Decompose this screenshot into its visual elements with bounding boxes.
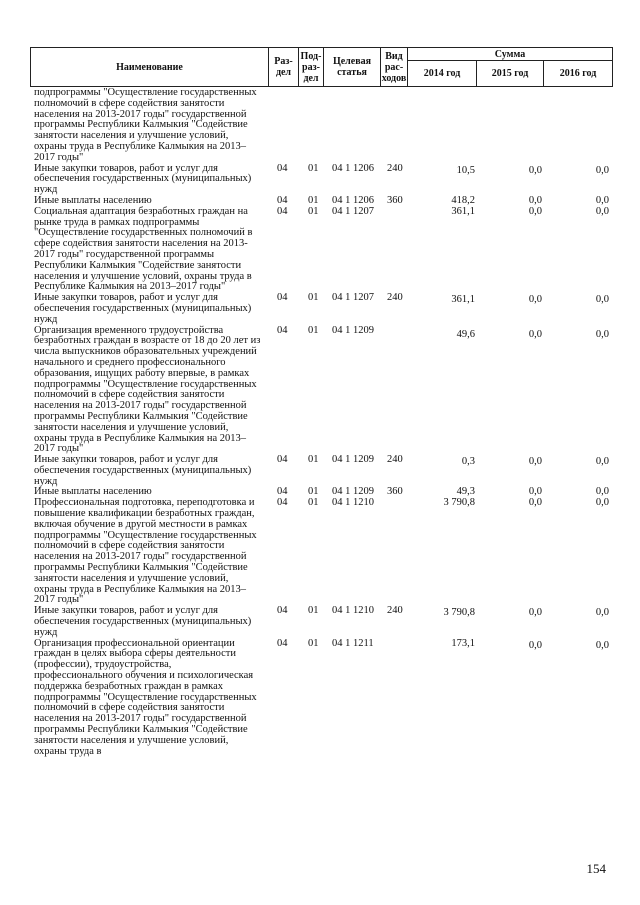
row-podrazdel: 01 [308,194,319,206]
row-2014: 49,3 [456,486,475,498]
row-2015: 0,0 [528,456,542,468]
row-celevaya: 04 1 1209 [332,454,374,466]
row-podrazdel: 01 [308,454,319,466]
row-2014: 361,1 [451,205,475,217]
table-row [30,498,612,606]
table-row [30,207,612,293]
row-name: Профессиональная подготовка, переподготовка и повышение квалификации безработных граждан, включая обучение в другой местности в рамках подпрограммы "Осуществление государственных полномочий в сфере содействия занятости населения на 2013-2017 годы" государственной программы Республики Калмыкия "Содействие занятости населения и улучшение условий, охраны труда в Республике Калмыкия на 2013–2017 годы" [34,497,257,606]
row-podrazdel: 01 [308,637,319,649]
row-podrazdel: 01 [308,486,319,498]
row-vid: 240 [387,162,403,174]
row-vid: 360 [387,194,403,206]
row-podrazdel: 01 [308,162,319,174]
row-2015: 0,0 [528,194,542,206]
row-name: Иные закупки товаров, работ и услуг для обеспечения государственных (муниципальных) нужд [34,162,252,196]
row-name: Иные выплаты населению [34,486,152,498]
row-name: Организация профессиональной ориентации граждан в целях выбора сферы деятельности (профессии), трудоустройства, профессионального обучения и психологическая поддержка безработных граждан в рамках подпрограммы "Осуществление государственных полномочий в сфере содействия занятости населения на 2013-2017 годы" государственной программы Республики Калмыкия "Содействие занятости населения и улучшение условий, охраны труда в [34,637,257,757]
row-celevaya: 04 1 1206 [332,162,374,174]
row-razdel: 04 [277,194,288,206]
header-2015: 2015 год [477,61,544,87]
row-name: Организация временного трудоустройства безработных граждан в возрасте от 18 до 20 лет из числа выпускников образовательных учреждений начального и среднего профессионального образования, ищущих работу впервые, в рамках подпрограммы "Осуществление государственных полномочий в сфере содействия занятости населения на 2013-2017 годы" государственной программы Республики Калмыкия "Содействие занятости населения и улучшение условий, охраны труда в Республике Калмыкия на 2013–2017 годы" [34,324,261,455]
table-row [30,455,612,487]
row-celevaya: 04 1 1211 [332,637,374,649]
row-2016: 0,0 [595,194,609,206]
row-2015: 0,0 [528,328,542,340]
row-2014: 0,3 [461,456,475,468]
row-podrazdel: 01 [308,497,319,509]
row-vid: 360 [387,486,403,498]
row-razdel: 04 [277,292,288,304]
header-name: Наименование [31,48,269,87]
row-2014: 3 790,8 [443,497,475,509]
table-row [30,164,612,196]
row-name: Социальная адаптация безработных граждан на рынке труда в рамках подпрограммы "Осуществление государственных полномочий в сфере содействия занятости населения на 2013-2017 годы" государственной программы Республики Калмыкия "Содействие занятости населения и улучшение условий, охраны труда в Республике Калмыкия на 2013–2017 годы" [34,205,253,293]
row-celevaya: 04 1 1207 [332,205,374,217]
row-podrazdel: 01 [308,605,319,617]
row-podrazdel: 01 [308,292,319,304]
row-2014: 361,1 [451,294,475,306]
row-2015: 0,0 [528,607,542,619]
row-name: подпрограммы "Осуществление государственных полномочий в сфере содействия занятости населения на 2013-2017 годы" государственной программы Республики Калмыкия "Содействие занятости населения и улучшение условий, охраны труда в Республике Калмыкия на 2013–2017 годы" [34,87,257,163]
row-2014: 418,2 [451,194,475,206]
header-podrazdel: Под- раз- дел [299,48,324,87]
row-celevaya: 04 1 1209 [332,324,374,336]
row-2016: 0,0 [595,497,609,509]
row-2014: 10,5 [456,164,475,176]
row-razdel: 04 [277,486,288,498]
header-2016: 2016 год [544,61,613,87]
row-vid: 240 [387,605,403,617]
row-2016: 0,0 [595,294,609,306]
table-row [30,88,612,164]
row-razdel: 04 [277,637,288,649]
row-2016: 0,0 [595,456,609,468]
table-row [30,639,612,758]
table-row [30,326,612,456]
header-celevaya-statya: Целевая статья [324,48,381,87]
row-2016: 0,0 [595,639,609,651]
row-name: Иные закупки товаров, работ и услуг для обеспечения государственных (муниципальных) нужд [34,292,252,325]
row-razdel: 04 [277,162,288,174]
row-razdel: 04 [277,605,288,617]
row-2016: 0,0 [595,205,609,217]
table-row [30,606,612,638]
row-razdel: 04 [277,497,288,509]
header-2014: 2014 год [408,61,477,87]
row-celevaya: 04 1 1210 [332,497,374,509]
row-celevaya: 04 1 1207 [332,292,374,304]
row-2016: 0,0 [595,328,609,340]
row-2014: 173,1 [451,637,475,649]
row-2015: 0,0 [528,639,542,651]
row-celevaya: 04 1 1209 [332,486,374,498]
row-2016: 0,0 [595,164,609,176]
row-razdel: 04 [277,454,288,466]
row-podrazdel: 01 [308,205,319,217]
row-razdel: 04 [277,324,288,336]
row-name: Иные закупки товаров, работ и услуг для обеспечения государственных (муниципальных) нужд [34,605,252,638]
row-name: Иные выплаты населению [34,194,152,206]
header-razdel: Раз- дел [269,48,299,87]
row-celevaya: 04 1 1206 [332,194,374,206]
row-2014: 3 790,8 [443,607,475,619]
row-2015: 0,0 [528,205,542,217]
row-2016: 0,0 [595,486,609,498]
row-razdel: 04 [277,205,288,217]
table-header [30,47,613,87]
row-2015: 0,0 [528,294,542,306]
row-vid: 240 [387,292,403,304]
table-body [30,88,612,757]
row-2016: 0,0 [595,607,609,619]
header-vid-rashodov: Вид рас- ходов [381,48,408,87]
row-2015: 0,0 [528,164,542,176]
row-celevaya: 04 1 1210 [332,605,374,617]
row-vid: 240 [387,454,403,466]
page-number: 154 [586,861,606,876]
table-row [30,293,612,325]
row-2015: 0,0 [528,486,542,498]
row-2015: 0,0 [528,497,542,509]
row-name: Иные закупки товаров, работ и услуг для обеспечения государственных (муниципальных) нужд [34,454,252,487]
row-2014: 49,6 [456,328,475,340]
header-summa: Сумма [408,48,613,61]
row-podrazdel: 01 [308,324,319,336]
